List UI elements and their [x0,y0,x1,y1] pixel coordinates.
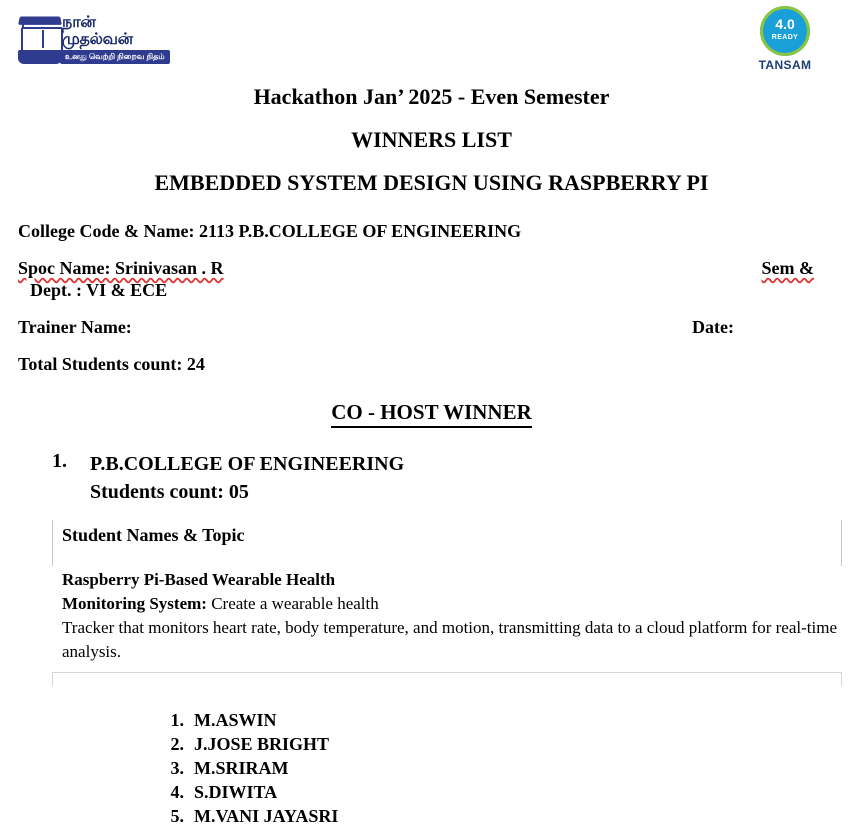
page-title: Hackathon Jan’ 2025 - Even Semester [253,84,610,109]
list-item [158,804,558,828]
logo-left-main-text: நான் முதல்வன் [62,14,133,48]
student-name: M.ASWIN [194,710,277,730]
table-border-left [52,520,53,566]
student-name: M.VANI JAYASRI [194,806,339,826]
trainer-row [18,316,846,338]
tansam-brand-text: TANSAM [758,58,812,72]
student-name: S.DIWITA [194,782,278,802]
logo-left-sub-text: உனது வெற்றி நிறைவ நிதம் [60,50,170,64]
cohost-heading: CO - HOST WINNER [331,400,532,428]
total-students-count: Total Students count: 24 [18,354,205,374]
table-header-student-names-topic: Student Names & Topic [62,525,245,545]
spoc-name: Spoc Name: Srinivasan . R [18,258,224,278]
list-item [158,708,558,732]
student-topic-table [52,520,842,550]
student-name: M.SRIRAM [194,758,289,778]
entry-number: 1. [52,450,67,472]
topic-desc-inline: Create a wearable health [206,594,379,613]
document-titles [0,84,863,196]
list-item [158,732,558,756]
ready-badge-number: 4.0 [775,16,795,32]
list-item [158,756,558,780]
entry-college-name: P.B.COLLEGE OF ENGINEERING [90,453,405,475]
table-border-left-lower [52,672,53,686]
winner-college-entry [52,450,812,506]
ready-badge-icon [760,6,810,56]
topic-title-line1: Raspberry Pi-Based Wearable Health [62,570,336,589]
date-label: Date: [692,317,734,337]
student-index: 5. [170,806,184,826]
table-border-right [841,520,842,566]
table-border-right-lower [841,672,842,686]
student-index: 3. [170,758,184,778]
page-subtitle: WINNERS LIST [351,127,512,152]
meta-info [18,220,846,390]
student-name: J.JOSE BRIGHT [194,734,330,754]
table-row-divider [52,672,842,673]
college-code-name: College Code & Name: 2113 P.B.COLLEGE OF ENGINEERING [18,221,522,241]
naan-mudhalvan-logo [18,10,165,68]
student-index: 1. [170,710,184,730]
topic-description: Tracker that monitors heart rate, body temperature, and motion, transmitting data to a cloud platform for real-time analysis. [62,618,837,661]
entry-students-count: Students count: 05 [90,481,249,503]
student-index: 2. [170,734,184,754]
ready-badge-label: READY [771,34,799,41]
student-index: 4. [170,782,184,802]
graduation-cap-icon [18,12,62,64]
dept-label: Dept. : VI & ECE [30,280,168,300]
sem-label: Sem & [761,258,814,278]
tansam-logo [731,6,839,72]
spoc-row [18,257,846,301]
trainer-name-label: Trainer Name: [18,317,132,337]
topic-title-line2: Monitoring System: Create a wearable health [62,594,379,613]
list-item [158,780,558,804]
students-list [158,708,558,828]
page-course-title: EMBEDDED SYSTEM DESIGN USING RASPBERRY PI [154,170,709,195]
topic-block [62,568,844,664]
cohost-section [0,400,863,428]
